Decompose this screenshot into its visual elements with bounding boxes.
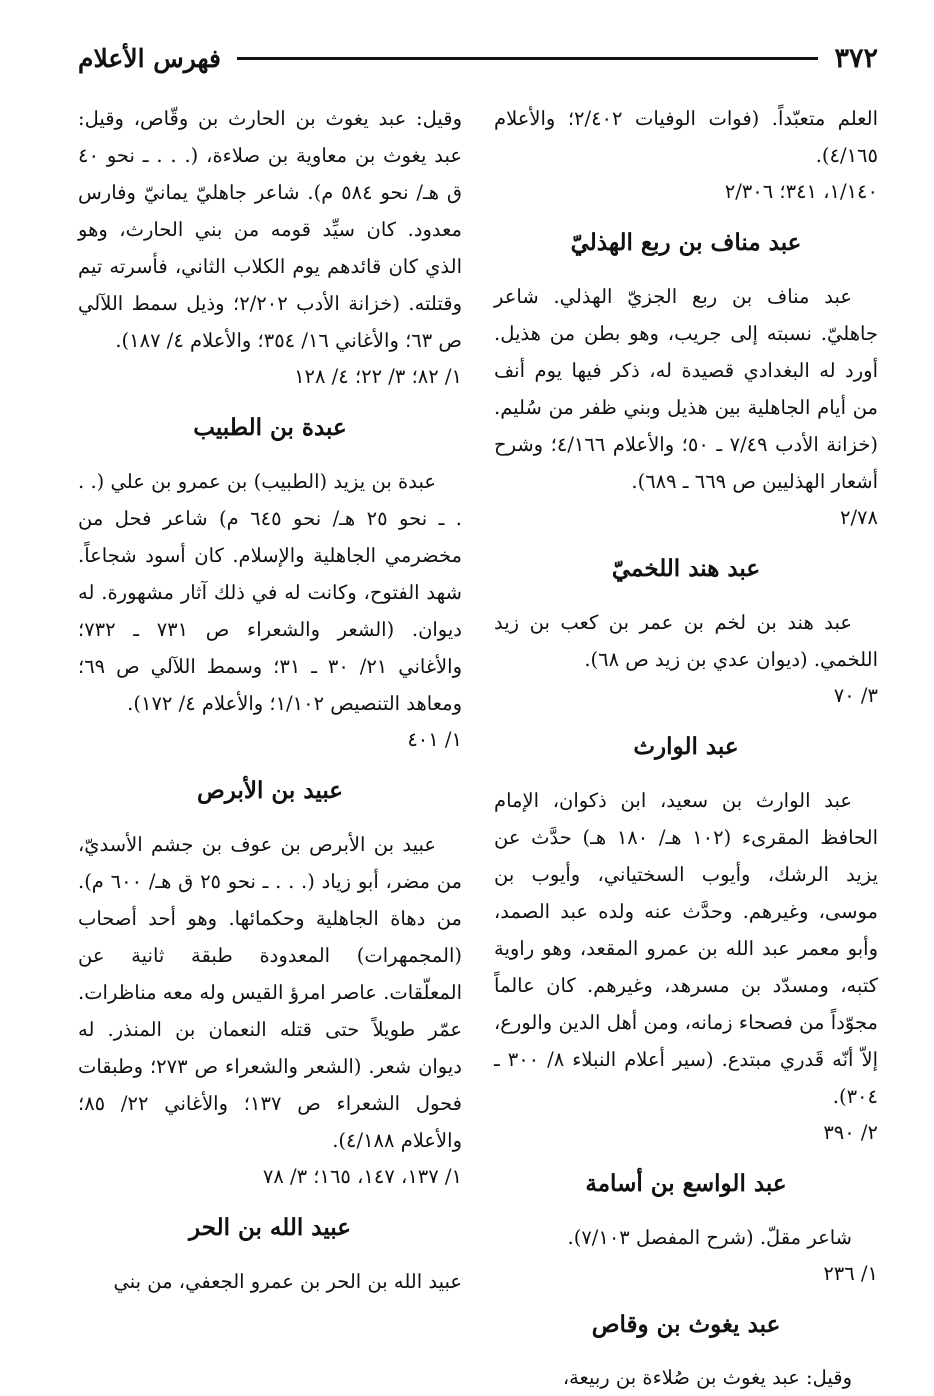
entry-text: عبيد الله بن الحر بن عمرو الجعفي، من بني xyxy=(113,1269,462,1293)
entry-heading: عبيد بن الأبرص xyxy=(196,776,343,804)
entry xyxy=(78,776,462,1195)
continued-entry-refs: ١/ ٨٢؛ ٣/ ٢٢؛ ٤/ ١٢٨ xyxy=(294,365,462,388)
entry-heading: عبيد الله بن الحر xyxy=(189,1213,351,1241)
entry-heading: عبد مناف بن ربع الهذليّ xyxy=(570,229,802,256)
continued-entry-refs: ١/١٤٠، ٣٤١؛ ٢/٣٠٦ xyxy=(724,180,878,203)
entry-text: شاعر مقلّ. (شرح المفصل ٧/١٠٣). xyxy=(567,1225,852,1249)
entry-heading: عبد يغوث بن وقاص xyxy=(591,1310,781,1338)
entry-refs: ٢/٧٨ xyxy=(840,505,878,529)
entry-text: عبيد بن الأبرص بن عوف بن جشم الأسديّ، من مضر، أبو زياد (. . . ـ نحو ٢٥ ق هـ/ ٦٠٠ م). من دهاة الجاهلية وحكمائها. وهو أحد أصحاب (المجمهرات) المعدودة طبقة ثانية عن المعلّقات. عاصر امرؤ القيس وله معه مناظرات. عمّر طويلاً حتى قتله النعمان بن المنذر. له ديوان شعر. (الشعر والشعراء ص ٢٧٣؛ وطبقات فحول الشعراء ص ١٣٧؛ والأغاني ٢٢/ ٨٥؛ والأعلام ٤/١٨٨). xyxy=(78,832,463,1152)
right-column xyxy=(494,100,879,1390)
entry xyxy=(494,1169,878,1292)
entry-heading: عبد الوارث xyxy=(633,732,739,760)
page-number: ٣٧٢ xyxy=(834,42,878,74)
entry xyxy=(78,413,462,758)
page-header xyxy=(78,38,878,78)
entry-refs: ٣/ ٧٠ xyxy=(833,683,878,707)
entry xyxy=(494,228,878,536)
entry-heading: عبد الواسع بن أسامة xyxy=(585,1169,787,1197)
entry-refs: ١/ ١٣٧، ١٤٧، ١٦٥؛ ٣/ ٧٨ xyxy=(262,1164,462,1188)
entry-refs: ١/ ٢٣٦ xyxy=(823,1261,878,1285)
header-rule xyxy=(237,57,818,60)
entry-text: عبد الوارث بن سعيد، ابن ذكوان، الإمام الحافظ المقرىء (١٠٢ هـ/ ١٨٠ هـ) حدَّث عن يزيد الرشك، وأيوب السختياني، وأيوب بن موسى، وغيرهم. وحدَّث عنه ولده عبد الصمد، وأبو معمر عبد الله بن عمرو المقعد، وهو راوية كتبه، ومسدّد بن مسرهد، وغيرهم. كان عالماً مجوّداً من فصحاء زمانه، ومن أهل الدين والورع، إلاّ أنّه قَدري مبتدع. (سير أعلام النبلاء ٨/ ٣٠٠ ـ ٣٠٤). xyxy=(494,788,879,1108)
entry-text: عبد مناف بن ربع الجزيّ الهذلي. شاعر جاهليّ. نسبته إلى جريب، وهو بطن من هذيل. أورد له البغدادي قصيدة له، ذكر فيها يوم أنف من أيام الجاهلية بين هذيل وبني ظفر من سُليم. (خزانة الأدب ٧/٤٩ ـ ٥٠؛ والأعلام ٤/١٦٦؛ وشرح أشعار الهذليين ص ٦٦٩ ـ ٦٨٩). xyxy=(494,284,878,493)
entry xyxy=(78,1213,462,1300)
entry-heading: عبد هند اللخميّ xyxy=(611,554,761,582)
running-title: فهرس الأعلام xyxy=(78,43,222,73)
left-column xyxy=(78,100,462,1370)
continued-entry-text: العلم متعبّداً. (فوات الوفيات ٢/٤٠٢؛ والأعلام ٤/١٦٥). xyxy=(494,107,878,167)
entry-text: عبد هند بن لخم بن عمر بن كعب بن زيد اللخمي. (ديوان عدي بن زيد ص ٦٨). xyxy=(494,610,878,671)
entry xyxy=(494,1310,878,1396)
entry xyxy=(494,554,878,714)
continued-entry-text: وقيل: عبد يغوث بن الحارث بن وقّاص، وقيل: عبد يغوث بن معاوية بن صلاءة، (. . . ـ نحو ٤٠ ق هـ/ نحو ٥٨٤ م). شاعر جاهليّ يمانيّ وفارس معدود. كان سيِّد قومه من بني الحارث، وهو الذي كان قائدهم يوم الكلاب الثاني، فأسرته تيم وقتلته. (خزانة الأدب ٢/٢٠٢؛ وذيل سمط اللآلي ص ٦٣؛ والأغاني ١٦/ ٣٥٤؛ والأعلام ٤/ ١٨٧). xyxy=(78,107,463,352)
entry-refs: ١/ ٤٠١ xyxy=(407,727,462,751)
entry-heading: عبدة بن الطبيب xyxy=(193,414,347,441)
entry-text: عبدة بن يزيد (الطبيب) بن عمرو بن علي (. . . ـ نحو ٢٥ هـ/ نحو ٦٤٥ م) شاعر فحل من مخضرمي الجاهلية والإسلام. كان أسود شجاعاً. شهد الفتوح، وكانت له في ذلك آثار مشهورة. له ديوان. (الشعر والشعراء ص ٧٣١ ـ ٧٣٢؛ والأغاني ٢١/ ٣٠ ـ ٣١؛ وسمط اللآلي ص ٦٩؛ ومعاهد التنصيص ١/١٠٢؛ والأعلام ٤/ ١٧٢). xyxy=(78,469,462,715)
entry-text: وقيل: عبد يغوث بن صُلاءة بن ربيعة، xyxy=(562,1366,852,1390)
entry-refs: ٢/ ٣٩٠ xyxy=(823,1120,878,1144)
entry xyxy=(494,732,878,1151)
